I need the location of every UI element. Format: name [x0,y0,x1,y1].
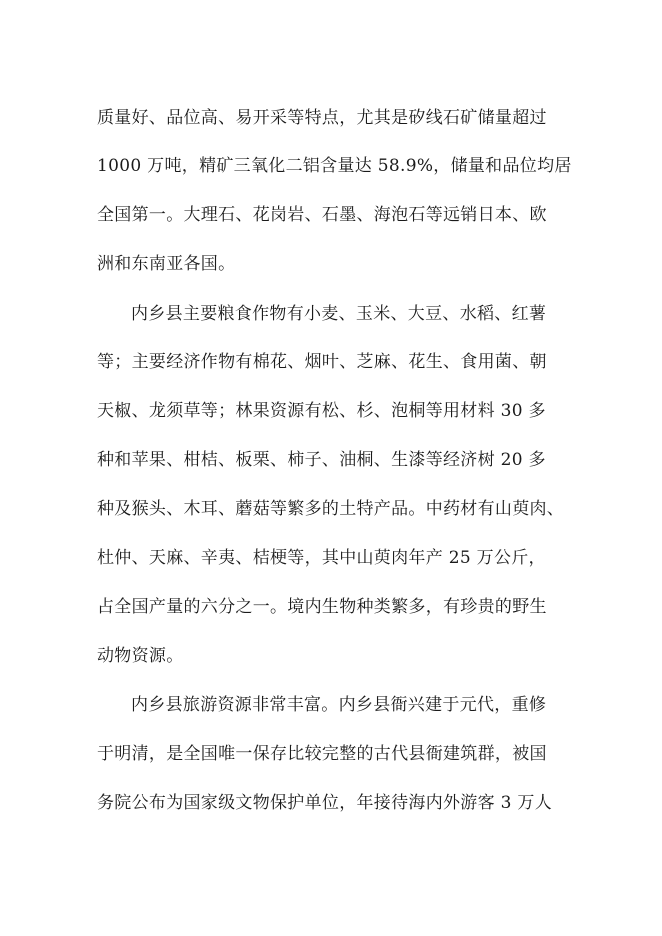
paragraph-start-line: 内乡县旅游资源非常丰富。内乡县衙兴建于元代，重修 [131,695,547,715]
text-line: 种和苹果、柑桔、板栗、柿子、油桐、生漆等经济树 20 多 [97,450,546,470]
text-line: 质量好、品位高、易开采等特点，尤其是矽线石矿储量超过 [97,108,547,128]
text-line: 等；主要经济作物有棉花、烟叶、芝麻、花生、食用菌、朝 [97,352,547,372]
text-line: 天椒、龙须草等；林果资源有松、杉、泡桐等用材料 30 多 [97,401,546,421]
text-line: 全国第一。大理石、花岗岩、石墨、海泡石等远销日本、欧 [97,205,547,225]
text-line: 1000 万吨，精矿三氧化二铝含量达 58.9%，储量和品位均居 [97,156,572,176]
text-line: 于明清，是全国唯一保存比较完整的古代县衙建筑群，被国 [97,744,547,764]
text-line: 洲和东南亚各国。 [97,254,236,274]
text-line: 种及猴头、木耳、蘑菇等繁多的土特产品。中药材有山萸肉、 [97,499,565,519]
text-line: 占全国产量的六分之一。境内生物种类繁多，有珍贵的野生 [97,597,547,617]
text-line: 务院公布为国家级文物保护单位，年接待海内外游客 3 万人 [97,793,553,813]
text-line: 动物资源。 [97,646,184,666]
paragraph-start-line: 内乡县主要粮食作物有小麦、玉米、大豆、水稻、红薯 [131,304,547,324]
text-line: 杜仲、天麻、辛夷、桔梗等，其中山萸肉年产 25 万公斤， [97,548,546,568]
